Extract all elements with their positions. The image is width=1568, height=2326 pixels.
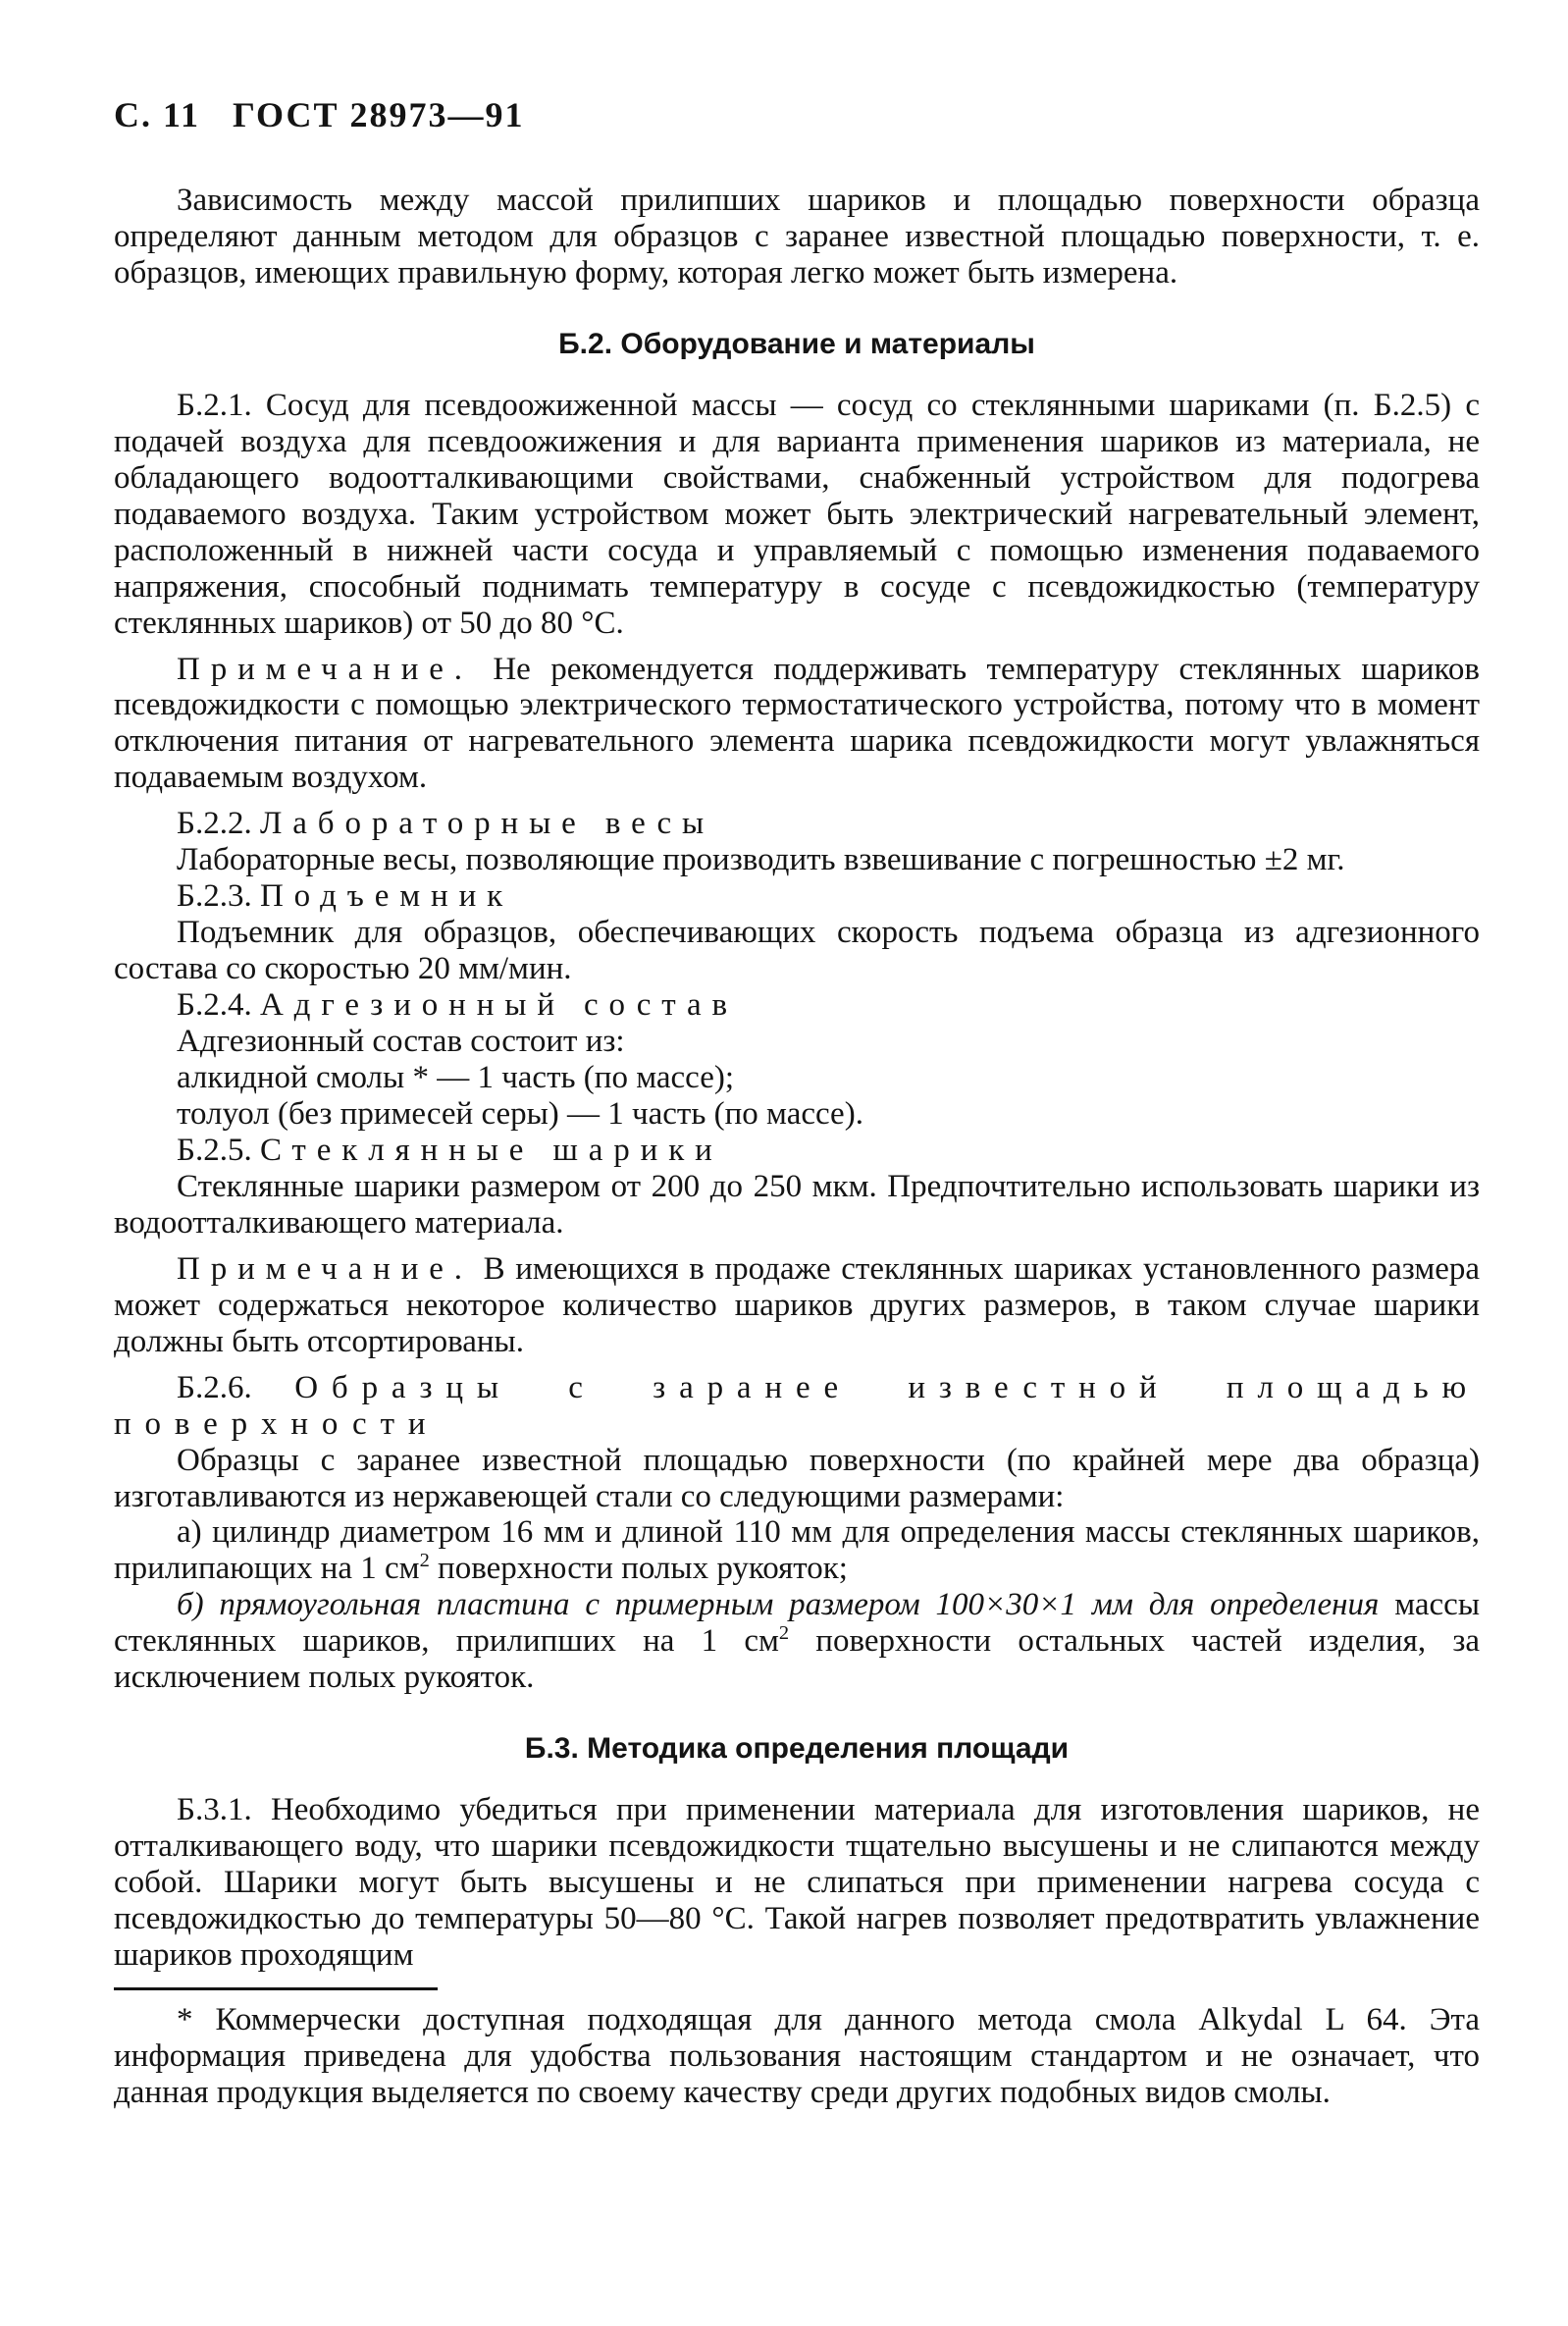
item-b-text: массы стеклянных шариков, прилипших на 1 см — [114, 1587, 1480, 1660]
clause-b24-number: Б.2.4. — [177, 987, 252, 1024]
note-1 — [114, 652, 1480, 797]
clause-b26-item-b — [114, 1587, 1480, 1696]
section-b2-title: Б.2. Оборудование и материалы — [558, 327, 1035, 360]
superscript-2: 2 — [419, 1550, 430, 1572]
section-b3-title: Б.3. Методика определения площади — [524, 1732, 1070, 1766]
note-1-text: Не рекомендуется поддерживать температуру стеклянных шариков псевдожидкости с помощью электрического термостатического устройства, потому что в момент отключения питания от нагревательного элемента шарика псевдожидкости могут увлажняться подаваемым воздухом. — [114, 651, 1480, 796]
clause-b31: Б.3.1. Необходимо убедиться при применении материала для изготовления шариков, не отталкивающего воду, что шарики псевдожидкости тщательно высушены и не слипаются между собой. Шарики могут быть высушены и не слипаться при применении нагрева сосуда с псевдожидкостью до температуры 50—80 °С. Такой нагрев позволяет предотвратить увлажнение шариков проходящим — [114, 1792, 1480, 1974]
item-a-tail: поверхности полых рукояток; — [429, 1551, 848, 1587]
clause-b22-text: Лабораторные весы, позволяющие производить взвешивание с погрешностью ±2 мг. — [177, 842, 1345, 878]
clause-b22-heading — [114, 806, 1480, 842]
note-2-text: В имеющихся в продаже стеклянных шариках установленного размера может содержаться некоторое количество шариков других размеров, в таком случае шарики должны быть отсортированы. — [114, 1250, 1480, 1359]
clause-b23-title: Подъемник — [259, 878, 514, 915]
standard-code: ГОСТ 28973—91 — [233, 95, 525, 134]
clause-b24-item-2: толуол (без примесей серы) — 1 часть (по массе). — [177, 1095, 863, 1132]
footnote-text: * Коммерчески доступная подходящая для данного метода смола Alkydal L 64. Эта информация приведена для удобства пользования настоящим стандартом и не означает, что данная продукция выделяется по своему качеству среди других подобных видов смолы. — [114, 2001, 1480, 2110]
clause-b25-text: Стеклянные шарики размером от 200 до 250 мкм. Предпочтительно использовать шарики из водоотталкивающего материала. — [114, 1168, 1480, 1241]
footnote — [114, 2002, 1480, 2111]
clause-b23-text: Подъемник для образцов, обеспечивающих скорость подъема образца из адгезионного состава со скоростью 20 мм/мин. — [114, 915, 1480, 987]
clause-b24-text: Адгезионный состав состоит из: — [177, 1024, 625, 1060]
intro-paragraph: Зависимость между массой прилипших шариков и площадью поверхности образца определяют данным методом для образцов с заранее известной площадью поверхности, т. е. образцов, имеющих правильную форму, которая легко может быть измерена. — [114, 183, 1480, 291]
clause-b26-heading — [114, 1370, 1480, 1443]
item-b-italic: б) прямоугольная пластина с примерным размером 100×30×1 мм для определения — [177, 1587, 1380, 1623]
clause-b22-title: Лабораторные весы — [259, 806, 715, 842]
clause-b25-number: Б.2.5. — [177, 1132, 252, 1168]
clause-b26-item-a — [114, 1514, 1480, 1587]
item-b-tail: поверхности остальных частей изделия, за исключением полых рукояток. — [114, 1623, 1480, 1696]
page-header — [114, 94, 546, 135]
clause-b26-title: Образцы с заранее известной площадью поверхности — [114, 1369, 1480, 1442]
clause-b23-heading — [114, 878, 1480, 915]
clause-b22-number: Б.2.2. — [177, 806, 252, 842]
clause-b24-item-1: алкидной смолы * — 1 часть (по массе); — [177, 1060, 735, 1096]
clause-b23-number: Б.2.3. — [177, 878, 252, 915]
note-2 — [114, 1251, 1480, 1360]
note-2-label: Примечание. — [177, 1250, 473, 1287]
clause-b26-text: Образцы с заранее известной площадью поверхности (по крайней мере два образца) изготавливаются из нержавеющей стали со следующими размерами: — [114, 1442, 1480, 1514]
clause-b25-title: Стеклянные шарики — [259, 1132, 723, 1168]
clause-b24-title: Адгезионный состав — [259, 987, 739, 1024]
clause-b25-heading — [114, 1133, 1480, 1169]
page-number: С. 11 — [114, 95, 201, 134]
superscript-2: 2 — [778, 1622, 790, 1645]
footnote-divider — [114, 1987, 438, 1990]
item-a-text: а) цилиндр диаметром 16 мм и длиной 110 мм для определения массы стеклянных шариков, прилипающих на 1 см — [114, 1514, 1480, 1587]
clause-b26-number: Б.2.6. — [177, 1369, 252, 1405]
clause-b24-heading — [114, 987, 1480, 1024]
note-1-label: Примечание. — [177, 651, 473, 687]
document-body — [114, 183, 1480, 2111]
clause-b21: Б.2.1. Сосуд для псевдоожиженной массы — сосуд со стеклянными шариками (п. Б.2.5) с подачей воздуха для псевдоожижения и для варианта применения шариков из материала, не обладающего водоотталкивающими свойствами, снабженный устройством для подогрева подаваемого воздуха. Таким устройством может быть электрический нагревательный элемент, расположенный в нижней части сосуда и управляемый с помощью изменения подаваемого напряжения, способный поднимать температуру в сосуде с псевдожидкостью (температуру стеклянных шариков) от 50 до 80 °С. — [114, 387, 1480, 641]
